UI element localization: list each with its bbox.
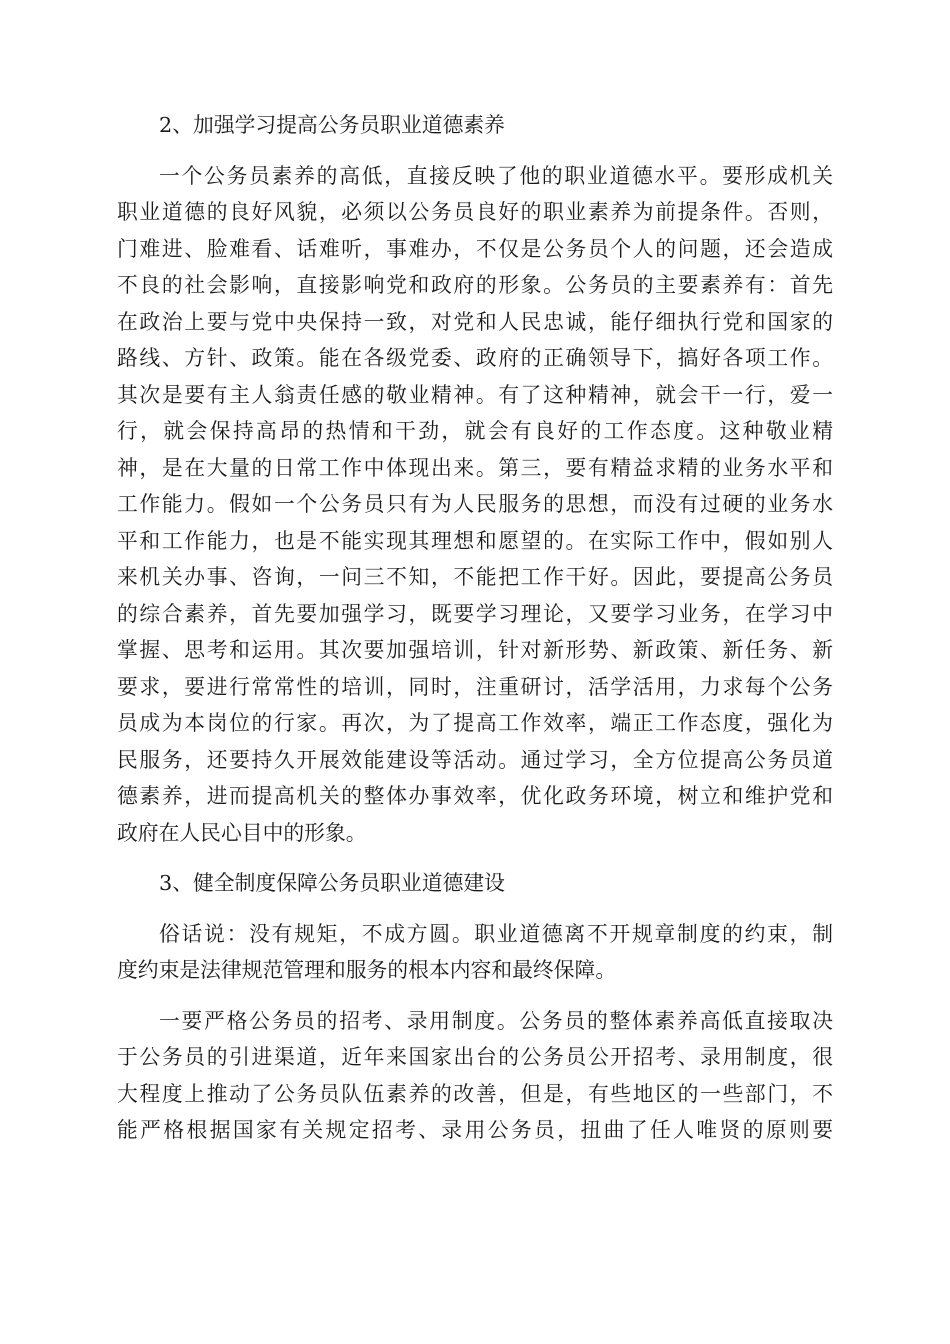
document-body <box>117 107 833 1163</box>
paragraph <box>117 158 833 852</box>
paragraph-line: 行，就会保持高昂的热情和干劲，就会有良好的工作态度。这种敬业精 <box>117 419 833 443</box>
paragraph-line: 能严格根据国家有关规定招考、录用公务员，扭曲了任人唯贤的原则要 <box>117 1118 833 1142</box>
section-heading: 2、加强学习提高公务员职业道德素养 <box>159 113 505 137</box>
paragraph-line: 一要严格公务员的招考、录用制度。公务员的整体素养高低直接取决 <box>159 1008 833 1033</box>
paragraph-line: 来机关办事、咨询，一问三不知，不能把工作干好。因此，要提高公务员 <box>117 565 833 589</box>
paragraph-line: 政府在人民心目中的形象。 <box>117 820 367 845</box>
section-heading: 3、健全制度保障公务员职业道德建设 <box>159 871 505 895</box>
paragraph-line: 度约束是法律规范管理和服务的根本内容和最终保障。 <box>117 958 617 982</box>
paragraph-line: 于公务员的引进渠道，近年来国家出台的公务员公开招考、录用制度，很 <box>117 1045 833 1069</box>
paragraph-line: 路线、方针、政策。能在各级党委、政府的正确领导下，搞好各项工作。 <box>117 346 833 370</box>
paragraph-line: 俗话说：没有规矩，不成方圆。职业道德离不开规章制度的约束，制 <box>159 921 833 946</box>
paragraph-line: 的综合素养，首先要加强学习，既要学习理论，又要学习业务，在学习中 <box>117 601 833 626</box>
paragraph-line: 德素养，进而提高机关的整体办事效率，优化政务环境，树立和维护党和 <box>117 784 833 808</box>
paragraph-line: 不良的社会影响，直接影响党和政府的形象。公务员的主要素养有：首先 <box>117 273 833 297</box>
paragraph-line: 神，是在大量的日常工作中体现出来。第三，要有精益求精的业务水平和 <box>117 455 833 480</box>
paragraph-line: 要求，要进行常常性的培训，同时，注重研讨，活学活用，力求每个公务 <box>117 674 833 699</box>
paragraph-line: 民服务，还要持久开展效能建设等活动。通过学习，全方位提高公务员道 <box>117 747 833 772</box>
paragraph-line: 职业道德的良好风貌，必须以公务员良好的职业素养为前提条件。否则， <box>117 200 833 224</box>
paragraph-line: 大程度上推动了公务员队伍素养的改善，但是，有些地区的一些部门，不 <box>117 1081 833 1106</box>
paragraph-line: 平和工作能力，也是不能实现其理想和愿望的。在实际工作中，假如别人 <box>117 528 833 553</box>
paragraph-line: 员成为本岗位的行家。再次，为了提高工作效率，端正工作态度，强化为 <box>117 711 833 735</box>
paragraph-line: 工作能力。假如一个公务员只有为人民服务的思想，而没有过硬的业务水 <box>117 492 833 516</box>
paragraph-line: 一个公务员素养的高低，直接反映了他的职业道德水平。要形成机关 <box>159 163 833 188</box>
paragraph-line: 其次是要有主人翁责任感的敬业精神。有了这种精神，就会干一行，爱一 <box>117 382 833 407</box>
paragraph-line: 掌握、思考和运用。其次要加强培训，针对新形势、新政策、新任务、新 <box>117 638 833 662</box>
paragraph <box>117 916 833 989</box>
paragraph-line: 在政治上要与党中央保持一致，对党和人民忠诚，能仔细执行党和国家的 <box>117 309 833 334</box>
paragraph <box>117 1003 833 1149</box>
paragraph-line: 门难进、脸难看、话难听，事难办，不仅是公务员个人的问题，还会造成 <box>117 236 833 261</box>
